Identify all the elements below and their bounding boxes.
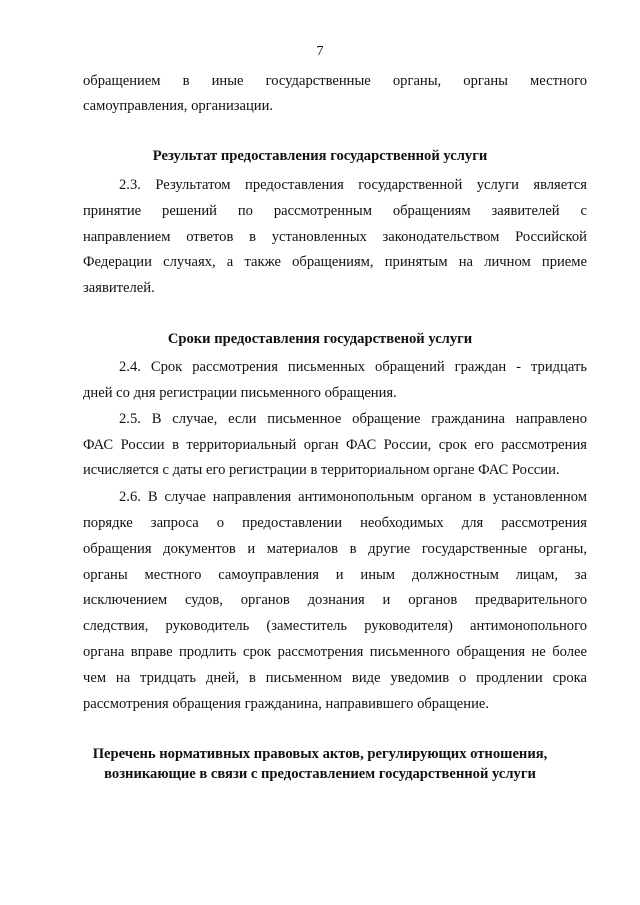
section-heading-terms: Сроки предоставления государственой услуги [167,331,473,347]
text-line: Федерации случаях, а также обращениям, принятым на личном приеме [83,254,587,270]
text-line: рассмотрения обращения гражданина, направившего обращение. [83,696,490,712]
text-line: обращением в иные государственные органы, органы местного [83,73,587,89]
paragraph-first-line: 2.5. В случае, если письменное обращение гражданина направлено [119,411,587,427]
text-line: дней со дня регистрации письменного обращения. [83,385,397,401]
text-line: самоуправления, организации. [83,98,274,114]
text-line: следствия, руководитель (заместитель руководителя) антимонопольного [83,618,587,634]
section-heading-legal-acts-line2: возникающие в связи с предоставлением государственной услуги [104,766,536,782]
paragraph-first-line: 2.4. Срок рассмотрения письменных обращений граждан - тридцать [119,359,587,375]
text-line: чем на тридцать дней, в письменном виде уведомив о продлении срока [83,670,587,686]
text-line: принятие решений по рассмотренным обращениям заявителей с [83,203,587,219]
text-line: исключением судов, органов дознания и органов предварительного [83,592,587,608]
section-heading-result: Результат предоставления государственной услуги [152,148,488,164]
text-line: ФАС России в территориальный орган ФАС России, срок его рассмотрения [83,437,587,453]
page-number: 7 [316,44,324,59]
paragraph-first-line: 2.6. В случае направления антимонопольным органом в установленном [119,489,587,505]
paragraph-first-line: 2.3. Результатом предоставления государственной услуги является [119,177,587,193]
text-line: органы местного самоуправления и иным должностным лицам, за [83,567,587,583]
section-heading-legal-acts-line1: Перечень нормативных правовых актов, регулирующих отношения, [92,746,548,762]
text-line: заявителей. [83,280,155,296]
text-line: исчисляется с даты его регистрации в территориальном органе ФАС России. [83,462,560,478]
text-line: порядке запроса о предоставлении необходимых для рассмотрения [83,515,587,531]
text-line: органа вправе продлить срок рассмотрения письменного обращения не более [83,644,587,660]
text-line: направлением ответов в установленных законодательством Российской [83,229,587,245]
text-line: обращения документов и материалов в другие государственные органы, [83,541,587,557]
